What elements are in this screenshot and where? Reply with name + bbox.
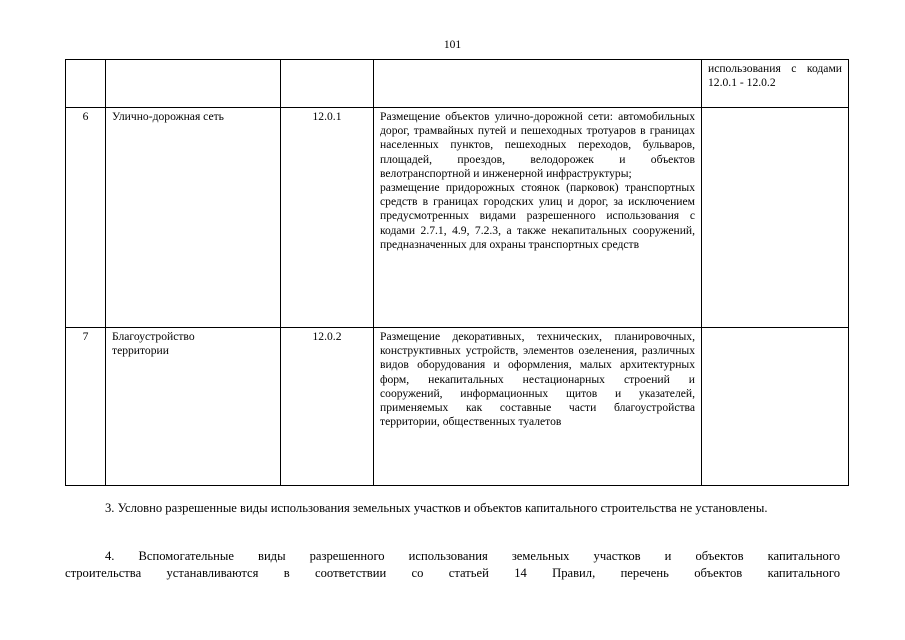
table-row-continuation	[66, 60, 849, 108]
table-row	[66, 108, 849, 328]
cell-note: использования с кодами 12.0.1 - 12.0.2	[702, 60, 849, 108]
paragraph-4-line-2: строительства устанавливаются в соответствии со статьей 14 Правил, перечень объектов капитального	[65, 566, 840, 580]
paragraph-3-text: 3. Условно разрешенные виды использования земельных участков и объектов капитального строительства не установлены.	[105, 501, 768, 515]
cell-number: 7	[66, 328, 106, 486]
paragraph-3	[65, 500, 840, 517]
cell-name	[106, 60, 281, 108]
cell-number: 6	[66, 108, 106, 328]
description-part-2: размещение придорожных стоянок (парковок) транспортных средств в границах городских улиц и дорог, за исключением предусмотренных видами разрешенного использования с кодами 2.7.1, 4.9, 7.2.3, а также некапитальных сооружений, предназначенных для охраны транспортных средств	[380, 181, 695, 251]
cell-code: 12.0.2	[281, 328, 374, 486]
cell-name: Благоустройство территории	[106, 328, 281, 486]
cell-code: 12.0.1	[281, 108, 374, 328]
cell-code	[281, 60, 374, 108]
cell-description	[374, 60, 702, 108]
paragraph-4-line-1-text: 4. Вспомогательные виды разрешенного использования земельных участков и объектов капитального	[105, 549, 840, 563]
cell-name: Улично-дорожная сеть	[106, 108, 281, 328]
table-row	[66, 328, 849, 486]
cell-description	[374, 108, 702, 328]
land-use-table	[65, 59, 849, 486]
paragraph-4-line-1	[65, 548, 840, 565]
description-part-1: Размещение объектов улично-дорожной сети: автомобильных дорог, трамвайных путей и пешеходных тротуаров в границах населенных пунктов, пешеходных переходов, бульваров, площадей, проездов, велодорожек и объектов велотранспортной и инженерной инфраструктуры;	[380, 110, 695, 180]
cell-note	[702, 108, 849, 328]
cell-description: Размещение декоративных, технических, планировочных, конструктивных устройств, элементов озеленения, различных видов оборудования и оформления, малых архитектурных форм, некапитальных нестационарных строений и сооружений, информационных щитов и указателей, применяемых как составные части благоустройства территории, общественных туалетов	[374, 328, 702, 486]
cell-number	[66, 60, 106, 108]
paragraph-4	[65, 548, 840, 582]
page-number: 101	[443, 39, 462, 51]
cell-note	[702, 328, 849, 486]
